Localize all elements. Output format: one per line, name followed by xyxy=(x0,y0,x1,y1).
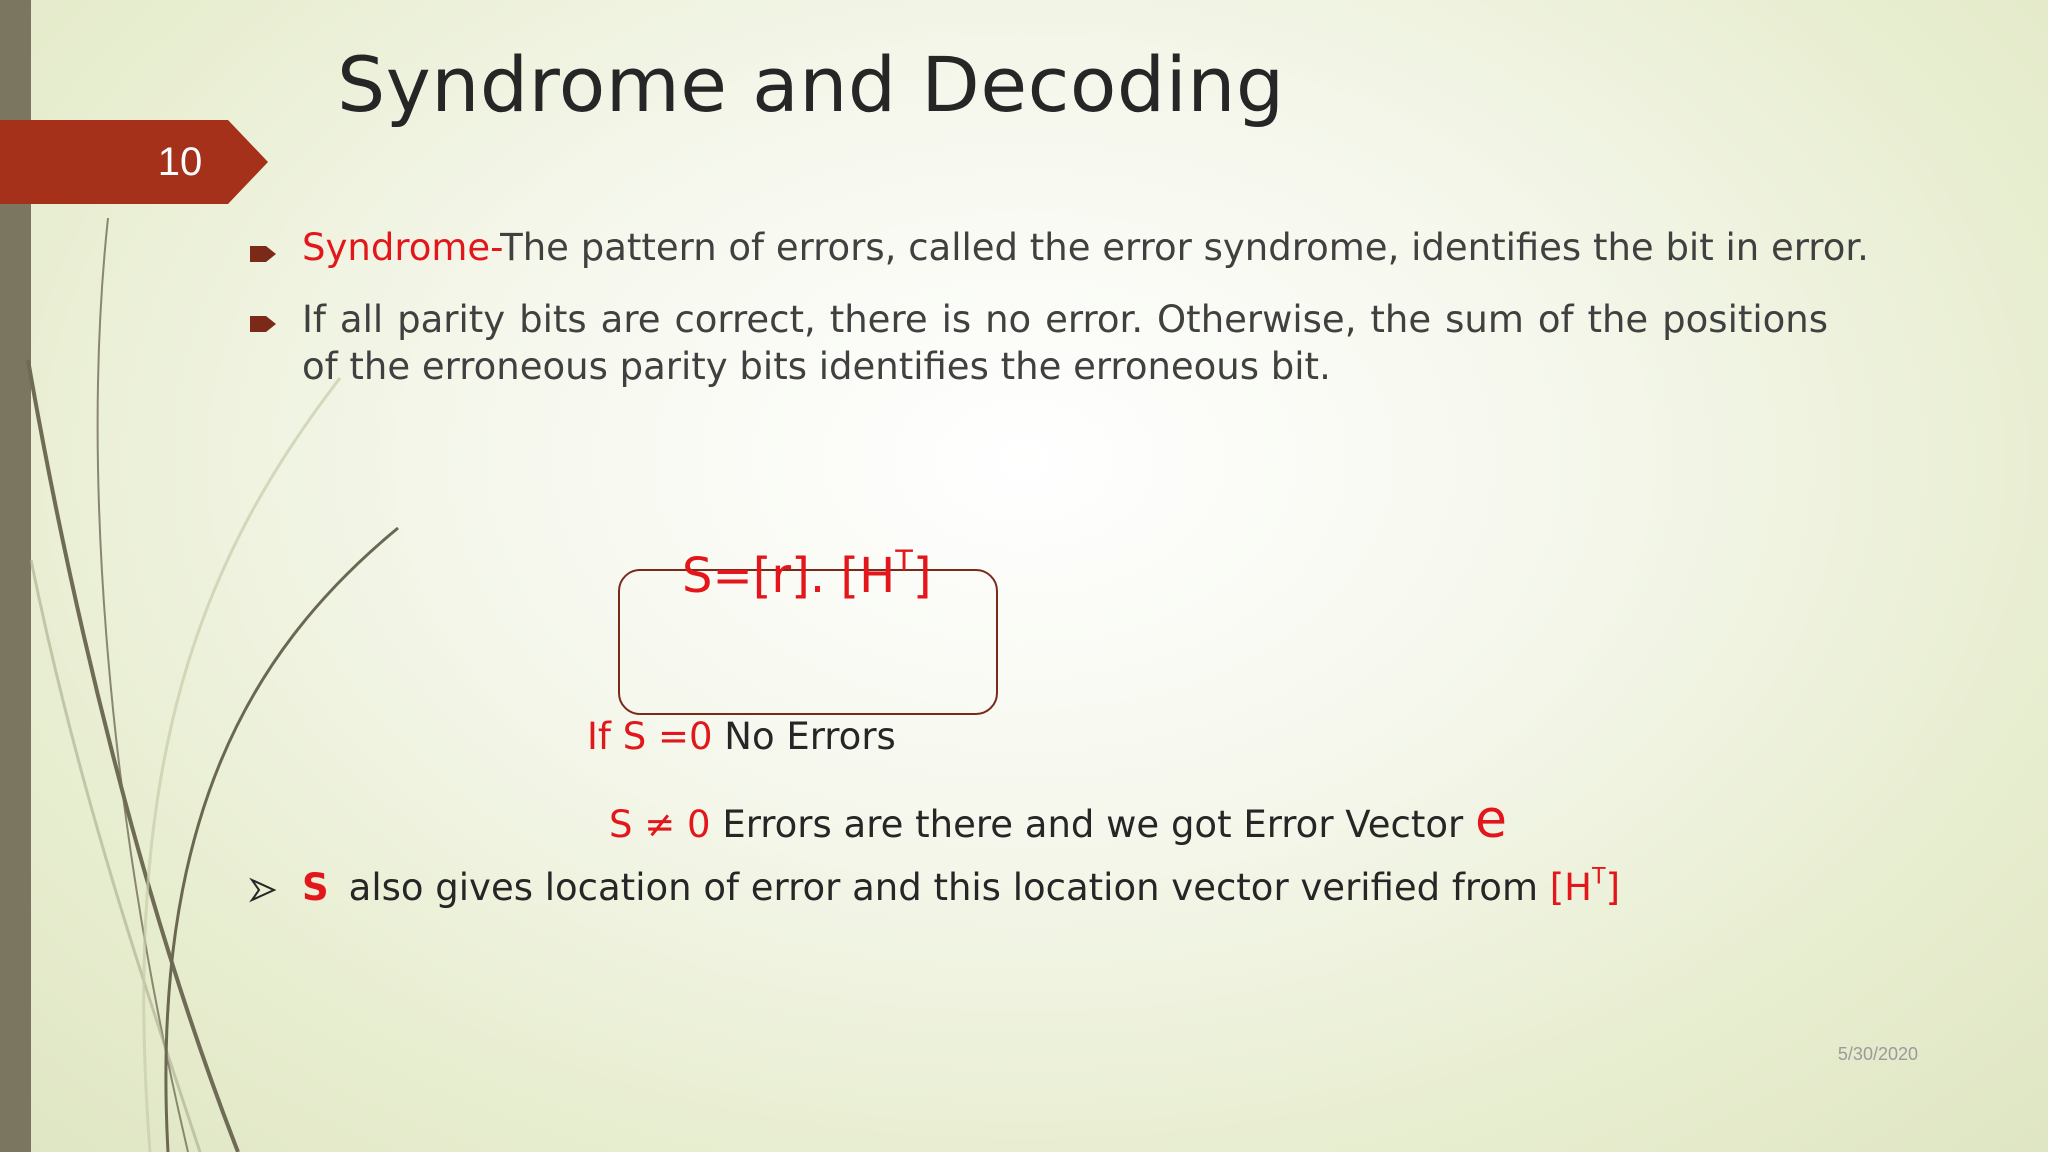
case-zero-result: No Errors xyxy=(712,715,896,758)
bullet-location xyxy=(248,863,1828,909)
bullet-location-symbol: S xyxy=(302,866,329,909)
formula-close: ] xyxy=(912,548,932,604)
slide-number-tab xyxy=(0,120,268,204)
bullet-parity xyxy=(248,296,1828,390)
case-zero-condition: If S =0 xyxy=(587,715,713,758)
case-nonzero-result: Errors are there and we got Error Vector xyxy=(710,803,1475,846)
bullet-location-superscript: T xyxy=(1592,863,1606,890)
formula-main: S=[r]. [H xyxy=(682,548,896,604)
chevron-arrow-bullet-icon xyxy=(248,876,278,904)
filled-arrow-bullet-icon xyxy=(248,310,278,338)
syndrome-term: Syndrome- xyxy=(302,226,501,269)
filled-arrow-bullet-icon xyxy=(248,240,278,268)
bullet-location-text: also gives location of error and this location vector verified from xyxy=(348,866,1550,909)
slide-title: Syndrome and Decoding xyxy=(337,40,1285,129)
case-nonzero xyxy=(609,790,1507,850)
formula-superscript: T xyxy=(895,543,913,578)
slide-date: 5/30/2020 xyxy=(1837,1044,1918,1064)
bullet-location-ref: [H xyxy=(1549,866,1593,909)
error-vector-symbol: e xyxy=(1474,790,1507,850)
parity-text: If all parity bits are correct, there is no error. Otherwise, the sum of the positions of the erroneous parity bits identifies the erroneous bit. xyxy=(302,298,1828,388)
syndrome-definition: The pattern of errors, called the error syndrome, identifies the bit in error. xyxy=(500,226,1869,269)
bullet-location-close: ] xyxy=(1605,866,1621,909)
case-nonzero-condition: S ≠ 0 xyxy=(609,803,711,846)
bullet-syndrome xyxy=(248,226,1869,269)
slide-number: 10 xyxy=(157,140,203,184)
syndrome-formula xyxy=(682,543,932,604)
case-zero xyxy=(587,715,896,758)
